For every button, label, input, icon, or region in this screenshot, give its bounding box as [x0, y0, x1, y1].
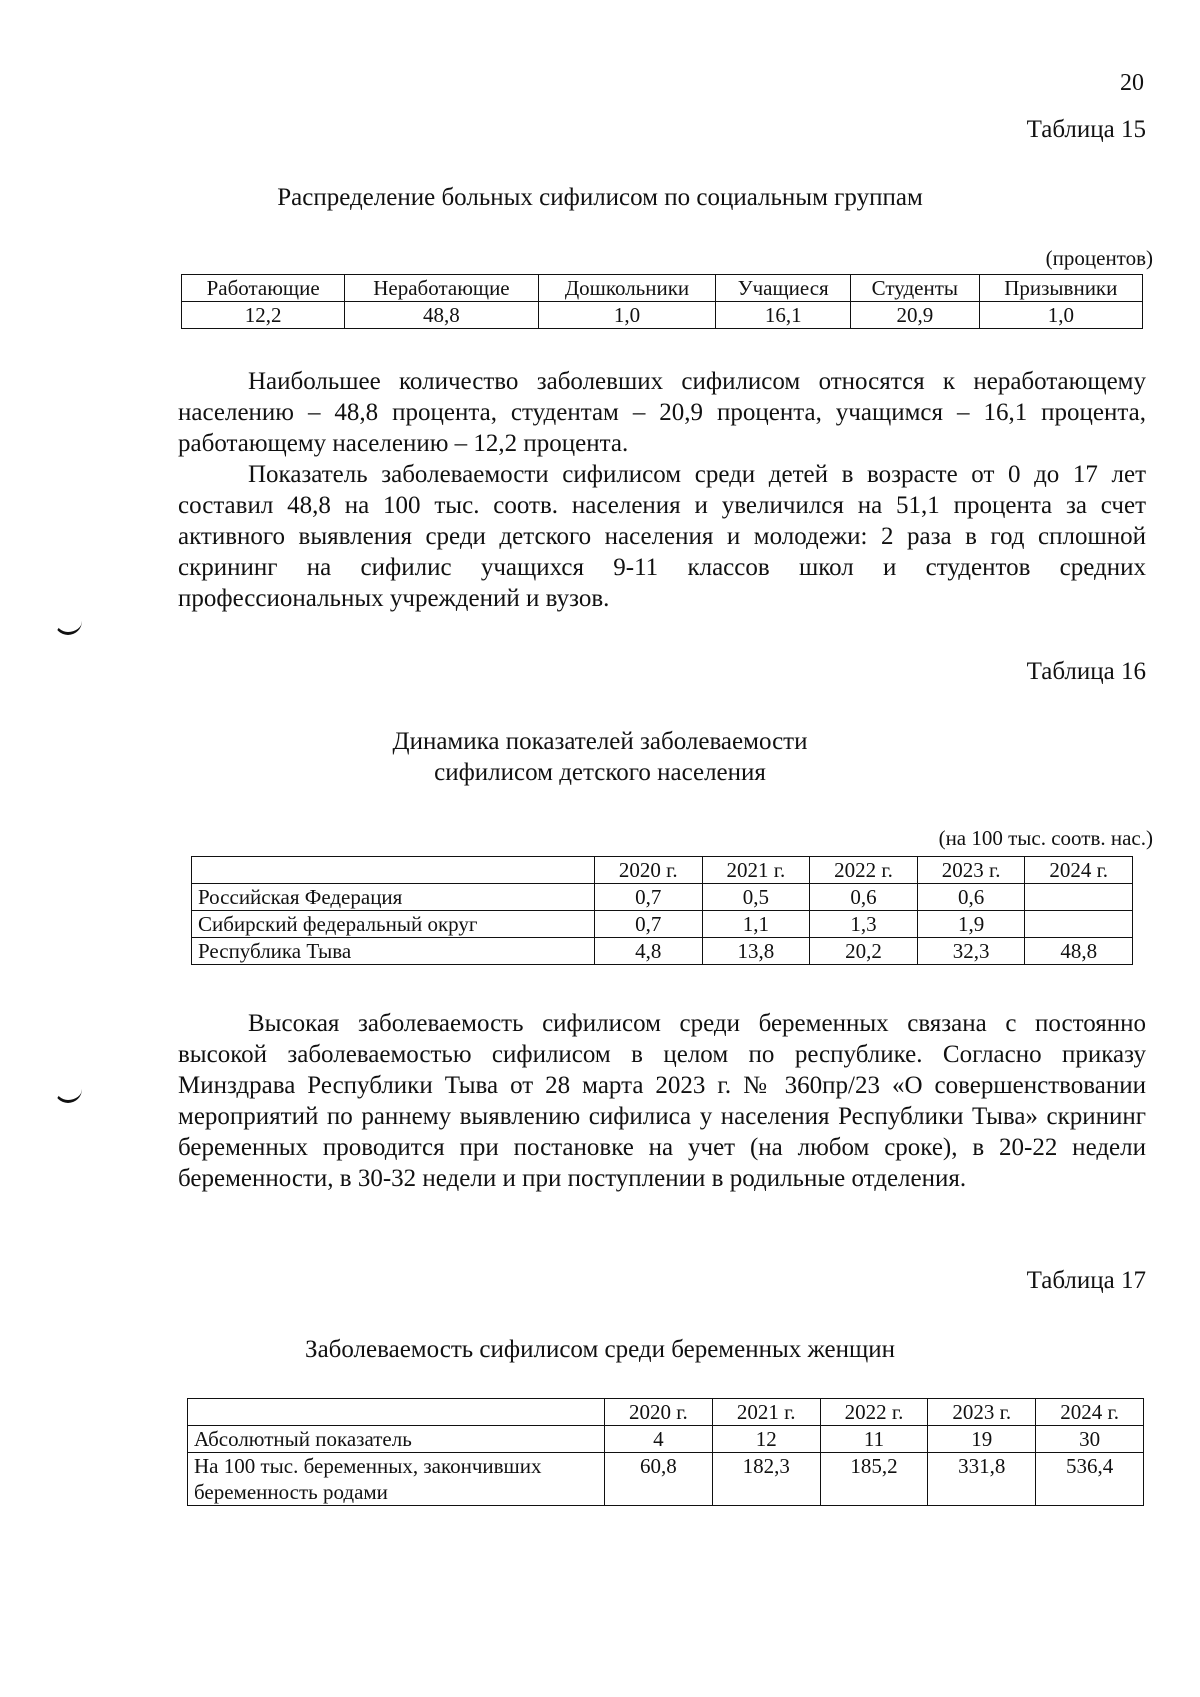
paragraph: Показатель заболеваемости сифилисом среди детей в возрасте от 0 до 17 лет составил 48,8 на 100 тыс. соотв. населения и увеличился на 51,1 процента за счет активного выявления среди детского населения и молодежи: 2 раза в год сплошной скрининг на сифилис учащихся 9-11 классов школ и студентов средних профессиональных учреждений и вузов. — [178, 461, 1146, 612]
table-cell: 12 — [712, 1426, 820, 1453]
table-cell: 4 — [605, 1426, 713, 1453]
table-16-header — [192, 857, 595, 884]
table-cell: 19 — [928, 1426, 1036, 1453]
table-17-label: Таблица 17 — [1026, 1267, 1146, 1294]
table-17-header: 2024 г. — [1036, 1399, 1144, 1426]
table-cell: 32,3 — [917, 938, 1025, 965]
table-16-header: 2020 г. — [595, 857, 703, 884]
table-row — [192, 938, 1133, 965]
table-row — [188, 1426, 1144, 1453]
table-cell — [1025, 911, 1133, 938]
table-15-cell: 16,1 — [716, 302, 851, 329]
table-15-cell: 48,8 — [345, 302, 538, 329]
paragraph: Высокая заболеваемость сифилисом среди беременных связана с постоянно высокой заболеваемостью сифилисом в целом по республике. Согласно приказу Минздрава Республики Тыва от 28 марта 2023 г. № 360пр/23 «О совершенствовании мероприятий по раннему выявлению сифилиса у населения Республики Тыва» скрининг беременных проводится при постановке на учет (на любом сроке), в 20-22 недели беременности, в 30-32 недели и при поступлении в родильные отделения. — [178, 1010, 1146, 1192]
table-cell: 1,3 — [810, 911, 918, 938]
table-17-header: 2023 г. — [928, 1399, 1036, 1426]
table-15-cell: 1,0 — [538, 302, 716, 329]
table-15-caption: Распределение больных сифилисом по социальным группам — [277, 184, 923, 211]
paragraph: Наибольшее количество заболевших сифилисом относятся к неработающему населению – 48,8 процента, студентам – 20,9 процента, учащимся – 16,1 процента, работающему населению – 12,2 процента. — [178, 368, 1146, 457]
table-16-unit: (на 100 тыс. соотв. нас.) — [938, 826, 1153, 850]
table-cell: 0,7 — [595, 884, 703, 911]
margin-mark — [54, 620, 82, 635]
table-15-header: Учащиеся — [716, 275, 851, 302]
table-cell — [1025, 884, 1133, 911]
table-15-cell: 1,0 — [979, 302, 1142, 329]
row-name: Российская Федерация — [192, 884, 595, 911]
row-name: Сибирский федеральный округ — [192, 911, 595, 938]
table-row — [188, 1453, 1144, 1506]
row-name: Республика Тыва — [192, 938, 595, 965]
table-15-header: Дошкольники — [538, 275, 716, 302]
table-17-header — [188, 1399, 605, 1426]
table-16-header: 2022 г. — [810, 857, 918, 884]
table-15-header: Работающие — [182, 275, 345, 302]
table-cell: 185,2 — [820, 1453, 928, 1506]
table-16-header: 2024 г. — [1025, 857, 1133, 884]
table-cell: 0,7 — [595, 911, 703, 938]
table-15-header: Призывники — [979, 275, 1142, 302]
table-17-header: 2020 г. — [605, 1399, 713, 1426]
table-cell: 0,6 — [810, 884, 918, 911]
table-cell: 536,4 — [1036, 1453, 1144, 1506]
table-cell: 11 — [820, 1426, 928, 1453]
body-text-block-2 — [178, 1008, 1146, 1194]
table-17-header: 2022 г. — [820, 1399, 928, 1426]
table-16-label: Таблица 16 — [1026, 658, 1146, 685]
table-cell: 13,8 — [702, 938, 810, 965]
table-cell: 0,6 — [917, 884, 1025, 911]
table-cell: 1,1 — [702, 911, 810, 938]
table-cell: 331,8 — [928, 1453, 1036, 1506]
table-cell: 20,2 — [810, 938, 918, 965]
table-15-cell: 12,2 — [182, 302, 345, 329]
table-16-header: 2021 г. — [702, 857, 810, 884]
table-cell: 30 — [1036, 1426, 1144, 1453]
table-15-header-row — [182, 275, 1143, 302]
table-cell: 60,8 — [605, 1453, 713, 1506]
table-17-caption: Заболеваемость сифилисом среди беременных женщин — [305, 1336, 895, 1363]
table-15-value-row — [182, 302, 1143, 329]
table-15 — [181, 274, 1143, 329]
row-name: Абсолютный показатель — [188, 1426, 605, 1453]
table-row — [192, 911, 1133, 938]
table-cell: 1,9 — [917, 911, 1025, 938]
margin-mark — [54, 1088, 82, 1103]
page-number: 20 — [1120, 70, 1144, 96]
table-cell: 4,8 — [595, 938, 703, 965]
table-16-caption-line-2: сифилисом детского населения — [434, 759, 766, 786]
table-cell: 0,5 — [702, 884, 810, 911]
table-17 — [187, 1398, 1144, 1506]
table-15-cell: 20,9 — [851, 302, 980, 329]
table-15-header: Неработающие — [345, 275, 538, 302]
table-16 — [191, 856, 1133, 965]
table-row — [192, 884, 1133, 911]
table-16-header-row — [192, 857, 1133, 884]
table-15-label: Таблица 15 — [1026, 116, 1146, 143]
table-16-caption-line-1: Динамика показателей заболеваемости — [392, 728, 808, 755]
row-name: На 100 тыс. беременных, закончивших беременность родами — [188, 1453, 605, 1506]
table-17-header: 2021 г. — [712, 1399, 820, 1426]
table-cell: 48,8 — [1025, 938, 1133, 965]
table-16-header: 2023 г. — [917, 857, 1025, 884]
body-text-block-1 — [178, 366, 1146, 614]
table-15-unit: (процентов) — [1045, 246, 1153, 270]
table-17-header-row — [188, 1399, 1144, 1426]
table-15-header: Студенты — [851, 275, 980, 302]
table-cell: 182,3 — [712, 1453, 820, 1506]
